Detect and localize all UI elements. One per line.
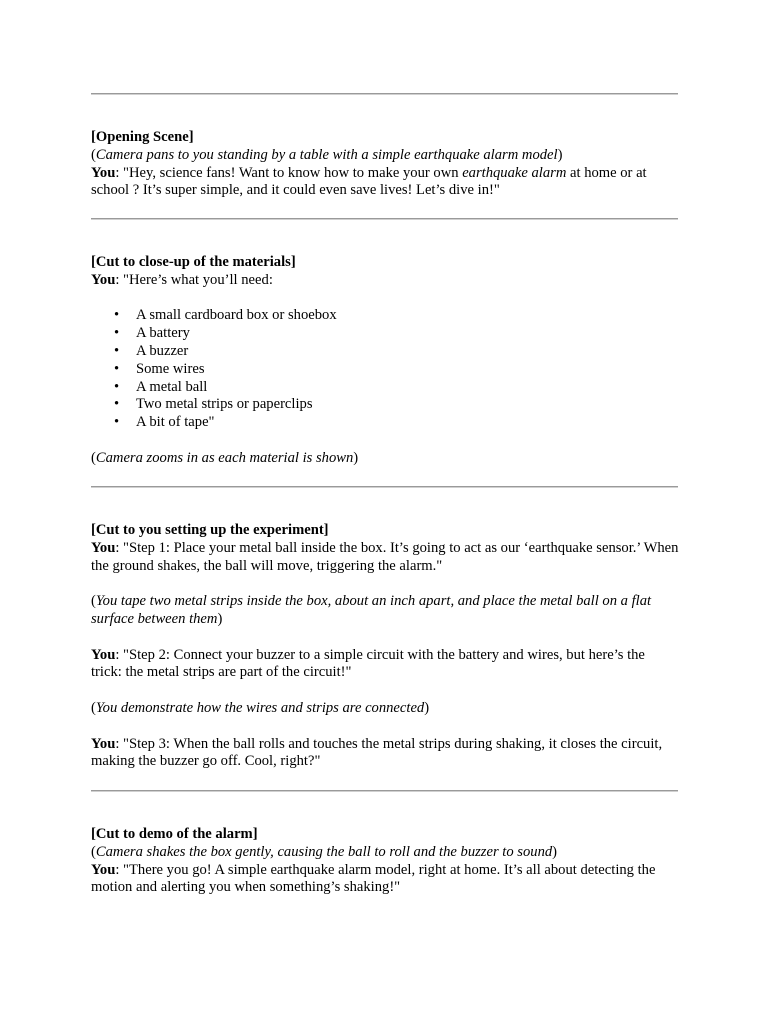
list-item: • A metal ball bbox=[136, 379, 679, 397]
list-item: • Two metal strips or paperclips bbox=[136, 396, 679, 414]
speaker-name: You bbox=[91, 164, 116, 181]
speaker-name: You bbox=[91, 646, 116, 663]
list-item: • A bit of tape" bbox=[136, 414, 679, 432]
stage-direction: (Camera shakes the box gently, causing the ball to roll and the buzzer to sound) bbox=[91, 843, 558, 860]
section-demo bbox=[91, 826, 679, 897]
section-divider bbox=[91, 790, 678, 792]
section-heading: [Cut to demo of the alarm] bbox=[91, 826, 258, 842]
speaker-name: You bbox=[91, 735, 116, 752]
materials-list bbox=[91, 307, 679, 432]
section-heading: [Cut to you setting up the experiment] bbox=[91, 522, 329, 538]
section-setup bbox=[91, 522, 679, 771]
stage-direction: (You tape two metal strips inside the box, about an inch apart, and place the metal ball on a flat surface between them) bbox=[91, 593, 652, 627]
section-heading: [Opening Scene] bbox=[91, 129, 194, 145]
stage-direction: (Camera zooms in as each material is shown) bbox=[91, 449, 359, 466]
section-divider bbox=[91, 218, 678, 220]
list-item: • A battery bbox=[136, 325, 679, 343]
section-divider bbox=[91, 486, 678, 488]
stage-direction: (You demonstrate how the wires and strips are connected) bbox=[91, 699, 430, 716]
dialogue-line: You: "Step 1: Place your metal ball inside the box. It’s going to act as our ‘earthquake sensor.’ When the ground shakes, the ball will move, triggering the alarm." bbox=[91, 539, 679, 574]
speaker-name: You bbox=[91, 539, 116, 556]
list-item: • A small cardboard box or shoebox bbox=[136, 307, 679, 325]
list-item: • A buzzer bbox=[136, 343, 679, 361]
section-heading: [Cut to close-up of the materials] bbox=[91, 254, 296, 270]
stage-direction: (Camera pans to you standing by a table with a simple earthquake alarm model) bbox=[91, 146, 563, 163]
dialogue-line: You: "Here’s what you’ll need: bbox=[91, 271, 273, 288]
dialogue-line: You: "Hey, science fans! Want to know how to make your own earthquake alarm at home or at school ? It’s super simple, and it could even save lives! Let’s dive in!" bbox=[91, 164, 647, 199]
speaker-name: You bbox=[91, 271, 116, 288]
section-materials bbox=[91, 254, 679, 468]
dialogue-line: You: "Step 2: Connect your buzzer to a simple circuit with the battery and wires, but here’s the trick: the metal strips are part of the circuit!" bbox=[91, 646, 645, 681]
dialogue-line: You: "Step 3: When the ball rolls and touches the metal strips during shaking, it closes the circuit, making the buzzer go off. Cool, right?" bbox=[91, 735, 663, 770]
list-item: • Some wires bbox=[136, 361, 679, 379]
dialogue-line: You: "There you go! A simple earthquake alarm model, right at home. It’s all about detecting the motion and alerting you when something’s shaking!" bbox=[91, 861, 656, 896]
section-opening-scene bbox=[91, 129, 679, 200]
section-divider bbox=[91, 93, 678, 95]
speaker-name: You bbox=[91, 861, 116, 878]
